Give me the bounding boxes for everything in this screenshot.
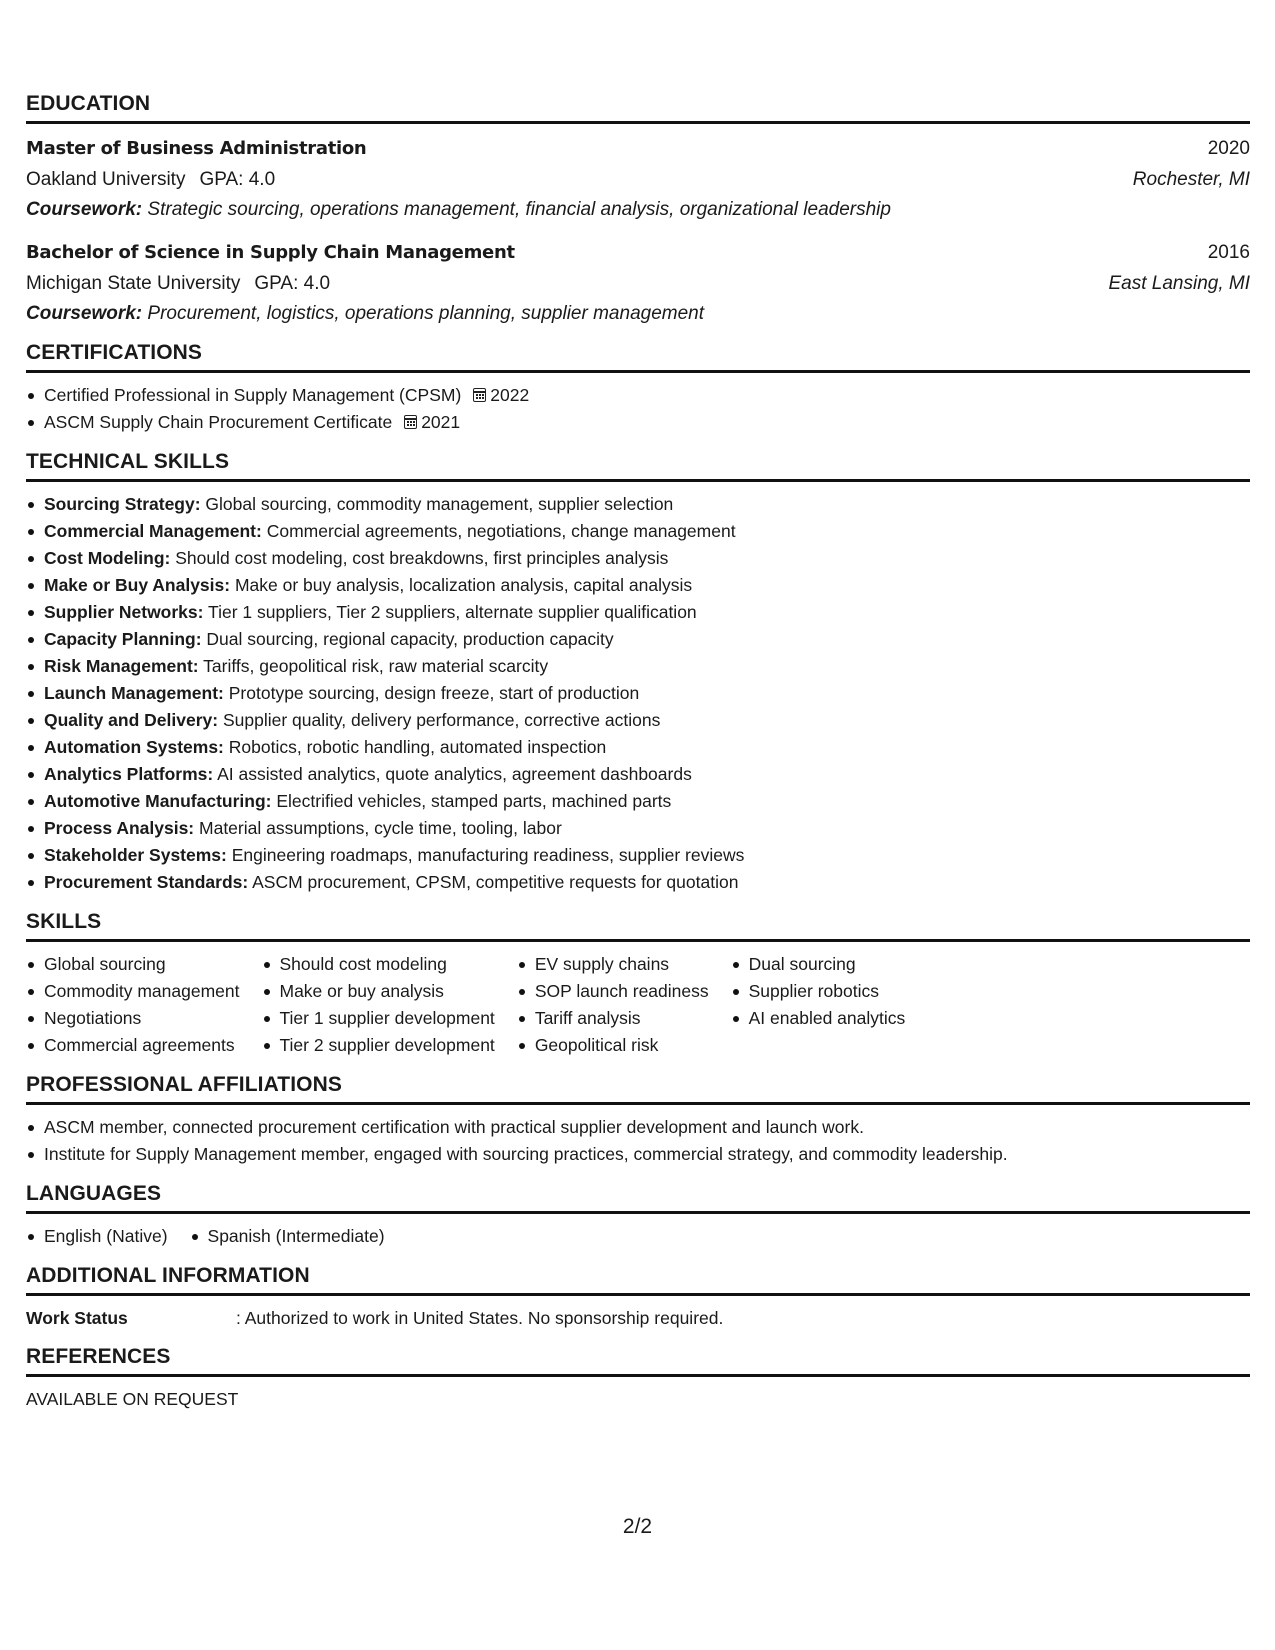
coursework [26, 299, 1250, 329]
list-item: Commodity management [26, 978, 240, 1005]
skill-text: Engineering roadmaps, manufacturing readiness, supplier reviews [226, 845, 745, 865]
skill-text: AI assisted analytics, quote analytics, agreement dashboards [213, 764, 692, 784]
list-item: Spanish (Intermediate) [190, 1223, 385, 1250]
skill-label: Automation Systems: [44, 737, 224, 757]
list-item: Global sourcing [26, 951, 240, 978]
certifications-section [26, 341, 1250, 450]
skills-columns [26, 951, 1250, 1059]
work-status-value: : Authorized to work in United States. No sponsorship required. [236, 1308, 724, 1328]
list-item [26, 572, 1250, 599]
skill-label: Cost Modeling: [44, 548, 171, 568]
list-item: Commercial agreements [26, 1032, 240, 1059]
skill-label: Commercial Management: [44, 521, 262, 541]
certifications-list [26, 382, 1250, 436]
certifications-heading: CERTIFICATIONS [26, 341, 1250, 373]
gpa: GPA: 4.0 [199, 169, 276, 190]
skill-text: Prototype sourcing, design freeze, start of production [223, 683, 640, 703]
additional-info-section [26, 1264, 1250, 1345]
graduation-year: 2020 [1207, 138, 1250, 159]
skills-column [26, 951, 240, 1059]
affiliations-section [26, 1073, 1250, 1182]
list-item: Geopolitical risk [517, 1032, 709, 1059]
school-location: Rochester, MI [1132, 169, 1250, 190]
affiliations-list [26, 1114, 1250, 1168]
skill-label: Quality and Delivery: [44, 710, 219, 730]
skill-text: Dual sourcing, regional capacity, production capacity [201, 629, 614, 649]
skill-label: Stakeholder Systems: [44, 845, 227, 865]
list-item [26, 409, 1250, 436]
gpa: GPA: 4.0 [254, 273, 331, 294]
graduation-year: 2016 [1207, 242, 1250, 263]
skills-heading: SKILLS [26, 910, 1250, 942]
technical-skills-list [26, 491, 1250, 896]
references-text: AVAILABLE ON REQUEST [26, 1389, 239, 1409]
certification-name: ASCM Supply Chain Procurement Certificate [44, 412, 393, 432]
skills-column [731, 951, 906, 1059]
skills-section [26, 910, 1250, 1073]
skill-text: Supplier quality, delivery performance, corrective actions [218, 710, 661, 730]
list-item [26, 707, 1250, 734]
skill-label: Procurement Standards: [44, 872, 249, 892]
school-name: Oakland University [26, 169, 186, 190]
education-entry [26, 237, 1250, 329]
list-item: EV supply chains [517, 951, 709, 978]
skill-label: Launch Management: [44, 683, 224, 703]
certification-year: 2021 [421, 412, 461, 432]
languages-section [26, 1182, 1250, 1264]
list-item: Make or buy analysis [262, 978, 495, 1005]
list-item [26, 626, 1250, 653]
list-item [26, 734, 1250, 761]
coursework-label: Coursework: [26, 303, 143, 324]
education-section [26, 92, 1250, 329]
list-item [26, 842, 1250, 869]
list-item: AI enabled analytics [731, 1005, 906, 1032]
skill-text: Material assumptions, cycle time, tooling, labor [194, 818, 562, 838]
skill-label: Risk Management: [44, 656, 199, 676]
coursework-label: Coursework: [26, 199, 143, 220]
list-item [26, 788, 1250, 815]
list-item [26, 761, 1250, 788]
coursework-text: Strategic sourcing, operations management, financial analysis, organizational leadership [147, 199, 891, 220]
list-item: Tier 1 supplier development [262, 1005, 495, 1032]
education-heading: EDUCATION [26, 92, 1250, 124]
skill-text: ASCM procurement, CPSM, competitive requests for quotation [248, 872, 739, 892]
skill-text: Global sourcing, commodity management, supplier selection [200, 494, 674, 514]
work-status-label: Work Status [26, 1308, 128, 1328]
list-item: Supplier robotics [731, 978, 906, 1005]
skill-label: Process Analysis: [44, 818, 195, 838]
technical-skills-section [26, 450, 1250, 910]
list-item: Institute for Supply Management member, engaged with sourcing practices, commercial strategy, and commodity leadership. [26, 1141, 1250, 1168]
calendar-icon [404, 415, 417, 429]
school-location: East Lansing, MI [1108, 273, 1250, 294]
school-row [26, 164, 1250, 195]
calendar-icon [473, 388, 486, 402]
list-item: Should cost modeling [262, 951, 495, 978]
work-status-row [26, 1305, 1250, 1331]
certification-year: 2022 [490, 385, 530, 405]
list-item: English (Native) [26, 1223, 168, 1250]
list-item [26, 653, 1250, 680]
page-number: 2/2 [622, 1515, 653, 1538]
degree-row [26, 133, 1250, 164]
list-item [26, 599, 1250, 626]
list-item [26, 382, 1250, 409]
coursework-text: Procurement, logistics, operations planning, supplier management [147, 303, 705, 324]
school-name: Michigan State University [26, 273, 241, 294]
list-item [26, 815, 1250, 842]
skill-label: Supplier Networks: [44, 602, 204, 622]
skill-label: Make or Buy Analysis: [44, 575, 231, 595]
list-item: Tariff analysis [517, 1005, 709, 1032]
list-item [26, 491, 1250, 518]
list-item: SOP launch readiness [517, 978, 709, 1005]
skill-text: Make or buy analysis, localization analysis, capital analysis [230, 575, 693, 595]
degree-row [26, 237, 1250, 268]
coursework [26, 195, 1250, 225]
skill-label: Capacity Planning: [44, 629, 202, 649]
skill-text: Electrified vehicles, stamped parts, machined parts [271, 791, 672, 811]
skill-text: Tariffs, geopolitical risk, raw material scarcity [198, 656, 549, 676]
technical-skills-heading: TECHNICAL SKILLS [26, 450, 1250, 482]
list-item [26, 518, 1250, 545]
skills-column [517, 951, 709, 1059]
skills-column [262, 951, 495, 1059]
skill-text: Commercial agreements, negotiations, change management [261, 521, 736, 541]
languages-heading: LANGUAGES [26, 1182, 1250, 1214]
list-item [26, 869, 1250, 896]
list-item [26, 545, 1250, 572]
references-section [26, 1345, 1250, 1412]
skill-label: Sourcing Strategy: [44, 494, 201, 514]
skill-text: Robotics, robotic handling, automated inspection [223, 737, 607, 757]
list-item: ASCM member, connected procurement certification with practical supplier development and launch work. [26, 1114, 1250, 1141]
list-item: Negotiations [26, 1005, 240, 1032]
list-item: Tier 2 supplier development [262, 1032, 495, 1059]
languages-list [26, 1223, 1250, 1250]
skill-text: Tier 1 suppliers, Tier 2 suppliers, alternate supplier qualification [203, 602, 697, 622]
resume-page [26, 92, 1250, 1412]
additional-info-heading: ADDITIONAL INFORMATION [26, 1264, 1250, 1296]
school-row [26, 268, 1250, 299]
list-item [26, 680, 1250, 707]
education-entry [26, 133, 1250, 225]
references-heading: REFERENCES [26, 1345, 1250, 1377]
skill-text: Should cost modeling, cost breakdowns, first principles analysis [170, 548, 669, 568]
affiliations-heading: PROFESSIONAL AFFILIATIONS [26, 1073, 1250, 1105]
certification-name: Certified Professional in Supply Management (CPSM) [44, 385, 462, 405]
skill-label: Analytics Platforms: [44, 764, 214, 784]
degree-title: Bachelor of Science in Supply Chain Management [26, 242, 515, 263]
list-item: Dual sourcing [731, 951, 906, 978]
degree-title: Master of Business Administration [26, 138, 367, 159]
skill-label: Automotive Manufacturing: [44, 791, 272, 811]
